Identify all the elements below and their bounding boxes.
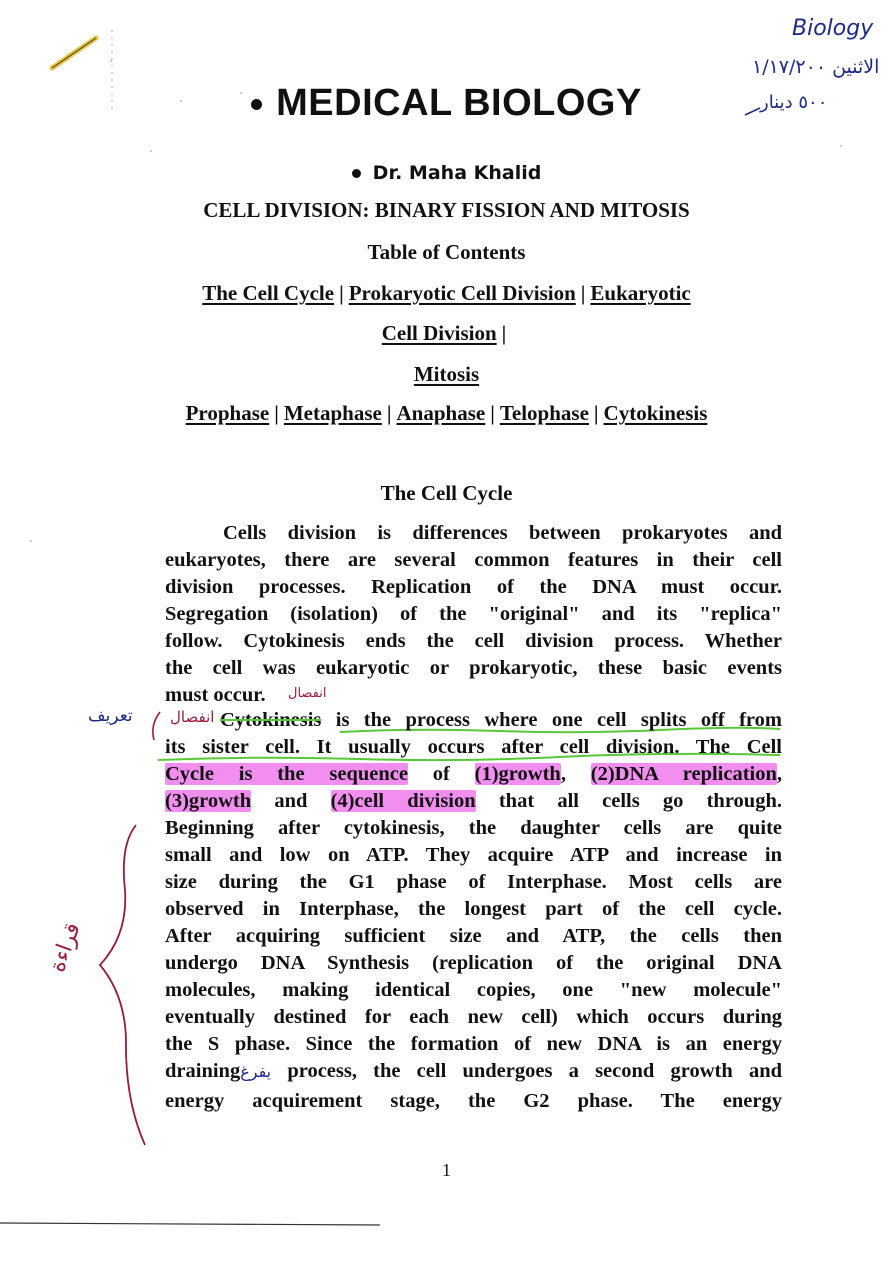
toc-separator: | bbox=[580, 281, 586, 305]
toc-link-prophase[interactable]: Prophase bbox=[185, 401, 270, 425]
toc-link-mitosis[interactable]: Mitosis bbox=[413, 362, 480, 386]
paragraph-line: small and low on ATP. They acquire ATP and increase in bbox=[165, 844, 782, 866]
toc-link-cytokinesis[interactable]: Cytokinesis bbox=[603, 401, 708, 425]
paragraph-line: must occur. bbox=[165, 684, 266, 706]
toc-row-2 bbox=[0, 321, 893, 346]
paragraph-line: size during the G1 phase of Interphase. Most cells are bbox=[165, 871, 782, 893]
paragraph-line: follow. Cytokinesis ends the cell division process. Whether bbox=[165, 630, 782, 652]
line-text: draining bbox=[165, 1060, 241, 1082]
toc-separator: | bbox=[501, 321, 507, 345]
handwritten-note-definition: تعريف bbox=[88, 706, 133, 726]
bottom-rule bbox=[0, 1223, 380, 1225]
handwritten-subject: Biology bbox=[792, 16, 874, 41]
toc-separator: | bbox=[490, 401, 495, 425]
line-text: , bbox=[776, 763, 783, 785]
author-name: Dr. Maha Khalid bbox=[372, 162, 542, 184]
toc-row-4 bbox=[0, 401, 893, 426]
paragraph-line: eukaryotes, there are several common features in their cell bbox=[165, 549, 782, 571]
paragraph-line: eventually destined for each new cell) which occurs during bbox=[165, 1006, 782, 1028]
toc-separator: | bbox=[339, 281, 344, 305]
handwritten-note-separation-2: انفصال bbox=[170, 708, 215, 726]
bullet-icon bbox=[251, 99, 262, 110]
highlight-cell-cycle: Cycle is the sequence bbox=[165, 763, 408, 785]
toc-link-anaphase[interactable]: Anaphase bbox=[396, 401, 486, 425]
line-text: process, the cell undergoes a second growth and bbox=[271, 1060, 782, 1082]
section-heading: The Cell Cycle bbox=[380, 481, 513, 505]
highlight-cell-division: (4)cell division bbox=[330, 790, 476, 812]
toc-link-eukaryotic[interactable]: Eukaryotic bbox=[590, 281, 691, 305]
document-title-text: MEDICAL BIOLOGY bbox=[276, 82, 642, 124]
paragraph-line: molecules, making identical copies, one "new molecule" bbox=[165, 979, 782, 1001]
paragraph-line: the cell was eukaryotic or prokaryotic, these basic events bbox=[165, 657, 782, 679]
paragraph-line: division processes. Replication of the DNA must occur. bbox=[165, 576, 782, 598]
toc-row-3 bbox=[0, 362, 893, 387]
paragraph-line: undergo DNA Synthesis (replication of the original DNA bbox=[165, 952, 782, 974]
red-brace-mark bbox=[100, 825, 145, 1145]
highlight-dna-replication: (2)DNA replication bbox=[590, 763, 777, 785]
paragraph-line: After acquiring sufficient size and ATP, the cells then bbox=[165, 925, 782, 947]
term-cytokinesis: Cytokinesis bbox=[220, 709, 322, 731]
toc-separator: | bbox=[386, 401, 392, 425]
paragraph-line bbox=[165, 1058, 782, 1085]
toc-separator: | bbox=[274, 401, 279, 425]
pencil-icon bbox=[52, 38, 96, 68]
paragraph-intro bbox=[165, 520, 782, 709]
paragraph-cell-cycle bbox=[165, 707, 782, 1115]
handwritten-date: الاثنين ١/١٧/٢٠٠ bbox=[752, 56, 880, 78]
toc-link-metaphase[interactable]: Metaphase bbox=[283, 401, 382, 425]
paragraph-line: Beginning after cytokinesis, the daughter cells are quite bbox=[165, 817, 782, 839]
toc-heading: Table of Contents bbox=[367, 240, 526, 264]
paragraph-line: its sister cell. It usually occurs after cell division. The Cell bbox=[165, 736, 782, 758]
toc-link-prokaryotic[interactable]: Prokaryotic Cell Division bbox=[348, 281, 576, 305]
page-number: 1 bbox=[442, 1160, 451, 1180]
highlight-growth-1: (1)growth bbox=[474, 763, 561, 785]
line-text: of bbox=[407, 763, 475, 785]
paragraph-line: energy acquirement stage, the G2 phase. The energy bbox=[165, 1090, 782, 1112]
paragraph-line: the S phase. Since the formation of new DNA is an energy bbox=[165, 1033, 782, 1055]
paragraph-line: Cells division is differences between prokaryotes and bbox=[223, 522, 782, 544]
handwritten-note-separation: انفصال bbox=[288, 686, 327, 701]
paragraph-line: observed in Interphase, the longest part of the cell cycle. bbox=[165, 898, 782, 920]
line-text: that all cells go through. bbox=[475, 790, 782, 812]
bullet-icon bbox=[352, 169, 361, 178]
document-title bbox=[0, 82, 893, 125]
paragraph-line bbox=[165, 707, 782, 734]
highlight-growth-3: (3)growth bbox=[165, 790, 252, 812]
toc-row-1 bbox=[0, 281, 893, 306]
paragraph-line bbox=[165, 788, 782, 815]
line-text: , bbox=[560, 763, 591, 785]
author-line bbox=[0, 162, 893, 184]
paragraph-line: Segregation (isolation) of the "original" and its "replica" bbox=[165, 603, 782, 625]
toc-link-telophase[interactable]: Telophase bbox=[499, 401, 589, 425]
red-bracket-mark bbox=[153, 712, 160, 740]
toc-link-cell-division[interactable]: Cell Division bbox=[381, 321, 497, 345]
handwritten-note-reading: قراءة bbox=[44, 919, 86, 976]
toc-separator: | bbox=[593, 401, 599, 425]
toc-link-cell-cycle[interactable]: The Cell Cycle bbox=[202, 281, 335, 305]
handwritten-price: ٥٠٠ دينار bbox=[760, 92, 828, 113]
paragraph-line bbox=[165, 761, 782, 788]
line-text: is the process where one cell splits off from bbox=[321, 709, 782, 731]
handwritten-note-drain: يفرغ bbox=[240, 1062, 272, 1081]
chapter-title: CELL DIVISION: BINARY FISSION AND MITOSIS bbox=[203, 198, 690, 222]
line-text: and bbox=[251, 790, 331, 812]
